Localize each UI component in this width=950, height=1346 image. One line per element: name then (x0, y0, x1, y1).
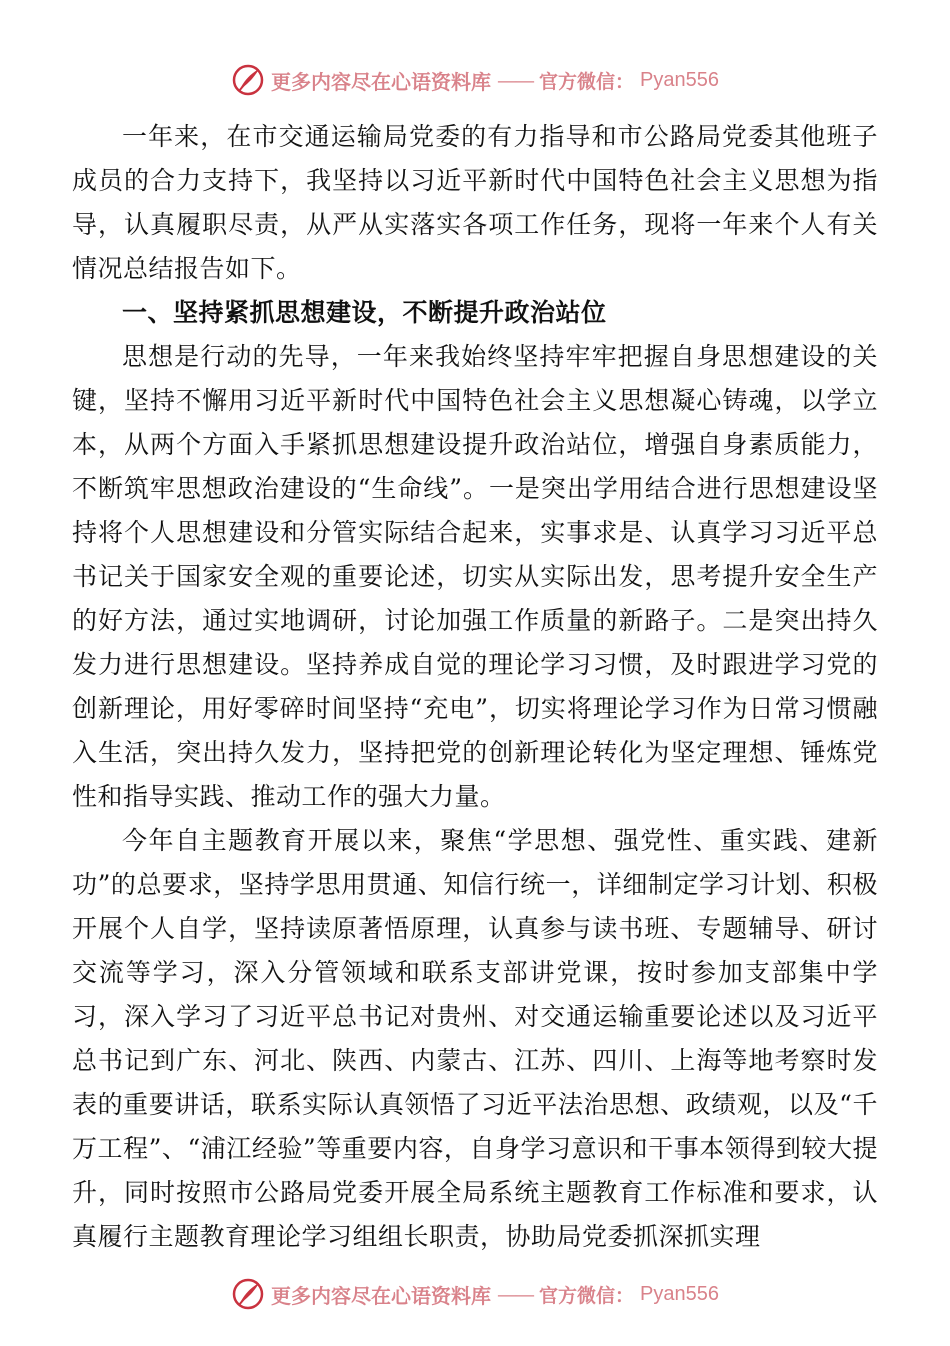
banner-wechat-id: Pyan556 (640, 1282, 719, 1305)
banner-dash: —— (497, 1282, 533, 1306)
header-watermark-banner (0, 60, 950, 100)
banner-wechat-label: 官方微信： (539, 70, 635, 93)
document-body (72, 115, 878, 1259)
intro-paragraph: 一年来，在市交通运输局党委的有力指导和市公路局党委其他班子成员的合力支持下，我坚持以习近平新时代中国特色社会主义思想为指导，认真履职尽责，从严从实落实各项工作任务，现将一年来个人有关情况总结报告如下。 (72, 122, 878, 283)
banner-site-text: 更多内容尽在心语资料库 (271, 1283, 491, 1308)
body-paragraph-1: 思想是行动的先导，一年来我始终坚持牢牢把握自身思想建设的关键，坚持不懈用习近平新时代中国特色社会主义思想凝心铸魂，以学立本，从两个方面入手紧抓思想建设提升政治站位，增强自身素质能力，不断筑牢思想政治建设的“生命线”。一是突出学用结合进行思想建设坚持将个人思想建设和分管实际结合起来，实事求是、认真学习习近平总书记关于国家安全观的重要论述，切实从实际出发，思考提升安全生产的好方法，通过实地调研，讨论加强工作质量的新路子。二是突出持久发力进行思想建设。坚持养成自觉的理论学习习惯，及时跟进学习党的创新理论，用好零碎时间坚持“充电”，切实将理论学习作为日常习惯融入生活，突出持久发力，坚持把党的创新理论转化为坚定理想、锤炼党性和指导实践、推动工作的强大力量。 (72, 342, 878, 811)
quill-logo-icon (231, 1277, 265, 1311)
banner-wechat-label: 官方微信： (539, 1284, 635, 1307)
banner-wechat-id: Pyan556 (640, 68, 719, 91)
banner-site-text: 更多内容尽在心语资料库 (271, 69, 491, 94)
footer-watermark-banner (0, 1274, 950, 1314)
banner-dash: —— (497, 68, 533, 92)
quill-logo-icon (231, 63, 265, 97)
section-heading: 一、坚持紧抓思想建设，不断提升政治站位 (122, 298, 607, 327)
body-paragraph-2: 今年自主题教育开展以来，聚焦“学思想、强党性、重实践、建新功”的总要求，坚持学思用贯通、知信行统一，详细制定学习计划、积极开展个人自学，坚持读原著悟原理，认真参与读书班、专题辅导、研讨交流等学习，深入分管领域和联系支部讲党课，按时参加支部集中学习，深入学习了习近平总书记对贵州、对交通运输重要论述以及习近平总书记到广东、河北、陕西、内蒙古、江苏、四川、上海等地考察时发表的重要讲话，联系实际认真领悟了习近平法治思想、政绩观，以及“千万工程”、“浦江经验”等重要内容，自身学习意识和干事本领得到较大提升，同时按照市公路局党委开展全局系统主题教育工作标准和要求，认真履行主题教育理论学习组组长职责，协助局党委抓深抓实理 (72, 826, 878, 1251)
